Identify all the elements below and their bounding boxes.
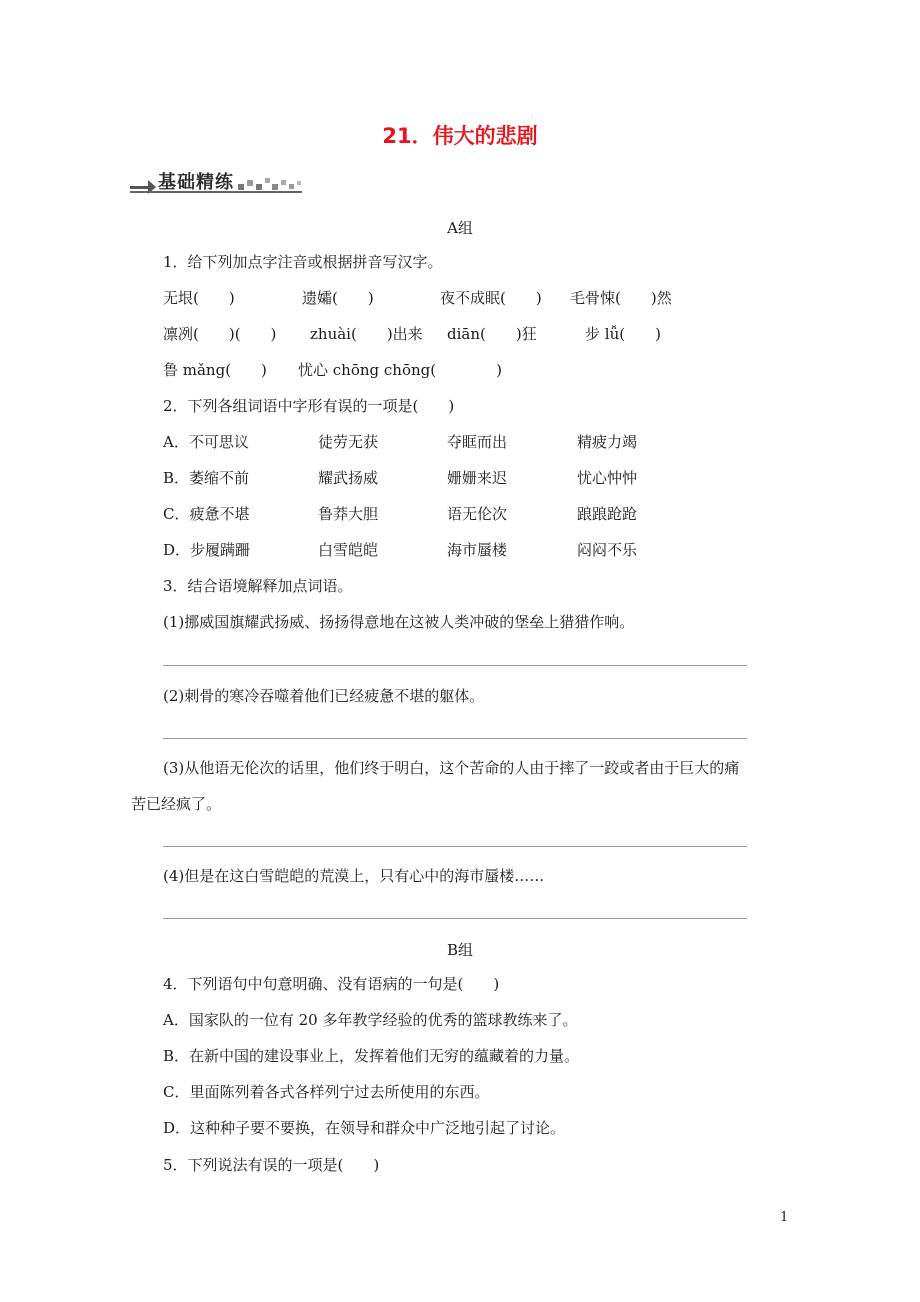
q3-item: (3)从他语无伦次的话里，他们终于明白，这个苦命的人由于摔了一跤或者由于巨大的痛 — [163, 759, 740, 777]
banner-label: 基础精练 — [158, 172, 234, 193]
q2-option-word: 徒劳无获 — [318, 433, 379, 451]
section-banner — [128, 166, 306, 196]
answer-line[interactable] — [163, 665, 747, 666]
q2-option-word: 夺眶而出 — [447, 433, 508, 451]
q4-stem: 4．下列语句中句意明确、没有语病的一句是( ) — [163, 975, 500, 993]
q1-item: 鲁 mǎng( ) — [163, 361, 267, 379]
q4-option: C．里面陈列着各式各样列宁过去所使用的东西。 — [163, 1083, 490, 1101]
q2-option-label: A．不可思议 — [163, 433, 249, 451]
q2-stem: 2．下列各组词语中字形有误的一项是( ) — [163, 397, 455, 415]
q1-item: 无垠( ) — [163, 289, 235, 307]
q1-item: 步 lǚ( ) — [585, 325, 661, 343]
q1-item: 毛骨悚( )然 — [570, 289, 672, 307]
q1-item: 夜不成眠( ) — [440, 289, 542, 307]
q4-option: D．这种种子要不要换，在领导和群众中广泛地引起了讨论。 — [163, 1119, 566, 1137]
q4-option: B．在新中国的建设事业上，发挥着他们无穷的蕴藏着的力量。 — [163, 1047, 580, 1065]
q3-item-continued: 苦已经疯了。 — [131, 795, 222, 813]
q1-item: 忧心 chōng chōng( ) — [298, 361, 502, 379]
q2-option-word: 鲁莽大胆 — [318, 505, 379, 523]
q1-item: 遗孀( ) — [302, 289, 374, 307]
q1-item: zhuài( )出来 — [310, 325, 423, 343]
page-number: 1 — [780, 1210, 789, 1225]
q2-option-word: 姗姗来迟 — [447, 469, 508, 487]
q3-stem: 3．结合语境解释加点词语。 — [163, 577, 353, 595]
q2-option-label: D．步履蹒跚 — [163, 541, 251, 559]
group-b-heading: B组 — [446, 941, 474, 959]
page-title: 21．伟大的悲剧 — [382, 124, 538, 148]
answer-line[interactable] — [163, 918, 747, 919]
q2-option-label: B．萎缩不前 — [163, 469, 250, 487]
group-a-heading: A组 — [447, 219, 473, 237]
answer-line[interactable] — [163, 738, 747, 739]
q2-option-word: 白雪皑皑 — [318, 541, 379, 559]
q1-item: 凛冽( )( ) — [163, 325, 277, 343]
q2-option-word: 踉踉跄跄 — [577, 505, 638, 523]
q4-option: A．国家队的一位有 20 多年教学经验的优秀的篮球教练来了。 — [163, 1011, 578, 1029]
q5-stem: 5．下列说法有误的一项是( ) — [163, 1156, 380, 1174]
q2-option-label: C．疲惫不堪 — [163, 505, 250, 523]
q3-item: (1)挪威国旗耀武扬威、扬扬得意地在这被人类冲破的堡垒上猎猎作响。 — [163, 613, 635, 631]
q2-option-word: 海市蜃楼 — [447, 541, 508, 559]
q2-option-word: 闷闷不乐 — [577, 541, 638, 559]
answer-line[interactable] — [163, 846, 747, 847]
q2-option-word: 语无伦次 — [447, 505, 508, 523]
q2-option-word: 忧心忡忡 — [577, 469, 638, 487]
q3-item: (2)刺骨的寒冷吞噬着他们已经疲惫不堪的躯体。 — [163, 687, 485, 705]
q3-item: (4)但是在这白雪皑皑的荒漠上，只有心中的海市蜃楼…… — [163, 867, 545, 885]
q2-option-word: 精疲力竭 — [577, 433, 638, 451]
q1-item: diān( )狂 — [447, 325, 537, 343]
q1-stem: 1．给下列加点字注音或根据拼音写汉字。 — [163, 253, 443, 271]
q2-option-word: 耀武扬威 — [318, 469, 379, 487]
